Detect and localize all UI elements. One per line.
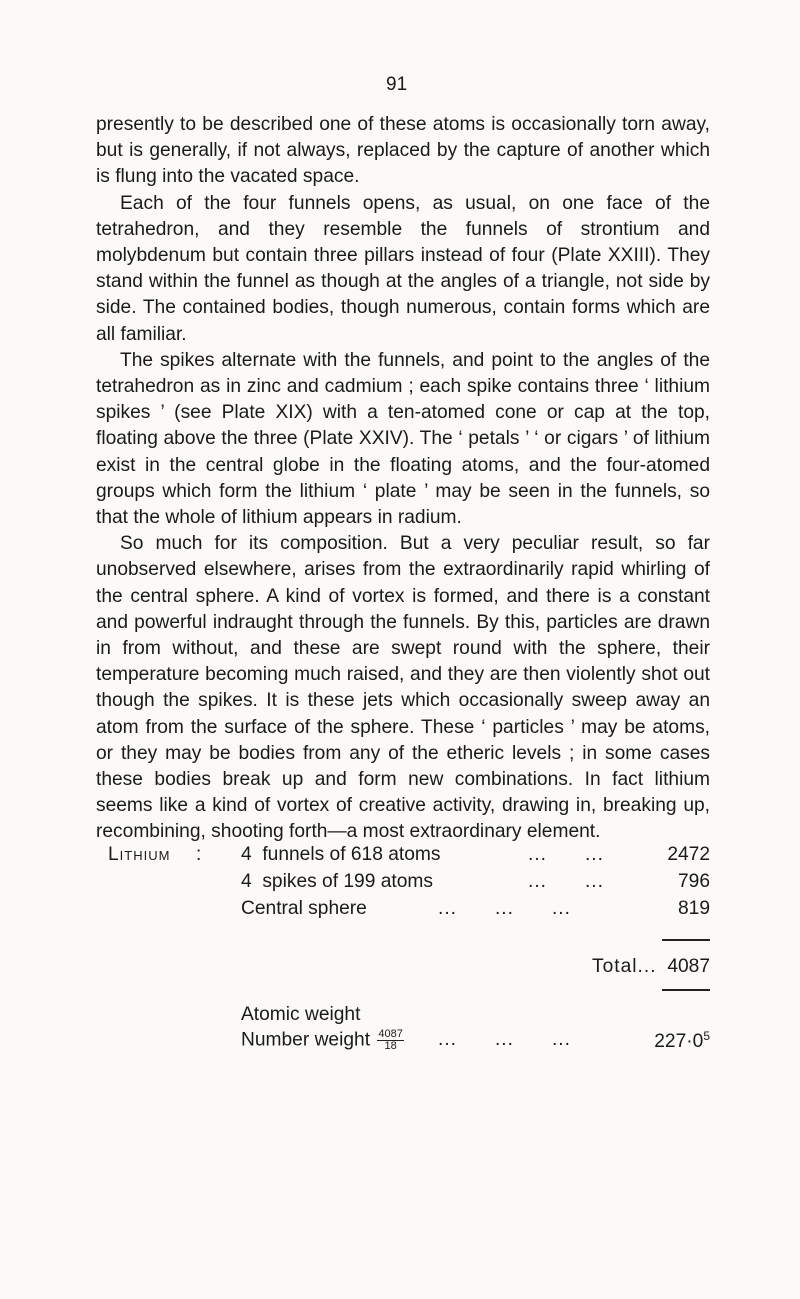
table-row — [96, 871, 710, 895]
fraction-numerator: 4087 — [378, 1028, 403, 1040]
row-value: 2472 — [667, 844, 710, 865]
page-number: 91 — [386, 74, 408, 95]
body-text — [96, 112, 710, 846]
row-dots: ... ... — [528, 871, 604, 892]
row-value: 819 — [677, 898, 710, 919]
number-weight-label-group — [241, 1029, 406, 1052]
total-rule — [662, 939, 710, 941]
paragraph-3: The spikes alternate with the funnels, and point to the angles of the tetrahedron as in zinc and cadmium ; each spike contains three ‘ lithium spikes ’ (see Plate XIX) with a ten-atomed cone or cap at the top, floating above the three (Plate XXIV). The ‘ petals ’ ‘ or cigars ’ of lithium exist in the central globe in the floating atoms, and the four-atomed groups which form the lithium ‘ plate ’ may be seen in the funnels, so that the whole of lithium appears in radium. — [96, 349, 710, 529]
paragraph-1: presently to be described one of these atoms is occasionally torn away, but is generally, if not always, replaced by the capture of another which is flung into the vacated space. — [96, 114, 710, 188]
number-weight-value: 227·0 — [654, 1031, 704, 1052]
element-name: Lithium — [108, 844, 171, 865]
total-row — [96, 956, 710, 980]
atomic-weight-label: Atomic weight — [241, 1004, 361, 1025]
fraction-denominator: 18 — [384, 1040, 397, 1052]
table-row — [96, 898, 710, 922]
paragraph-4: So much for its composition. But a very peculiar result, so far unobserved elsewhere, arises from the extraordinarily rapid whirling of the central sphere. A kind of vortex is formed, and there is a constant and powerful indraught through the funnels. By this, particles are drawn in from without, and these are swept round with the sphere, their temperature becoming much raised, and they are then violently shot out though the spikes. It is these jets which occasionally sweep away an atom from the surface of the sphere. These ‘ particles ’ may be atoms, or they may be bodies from any of the etheric levels ; in some cases these bodies break up and form new combinations. In fact lithium seems like a kind of vortex of creative activity, drawing in, breaking up, recombining, shooting forth—a most extraordinary element. — [96, 533, 710, 843]
row-dots: ... ... — [528, 844, 604, 865]
table-row — [96, 844, 710, 868]
row-label: 4 spikes of 199 atoms — [241, 871, 433, 892]
number-weight-label: Number weight — [241, 1029, 371, 1051]
row-value: 796 — [677, 871, 710, 892]
number-weight-dots: ... ... ... — [438, 1029, 571, 1050]
number-weight-fraction — [377, 1029, 403, 1052]
row-label: Central sphere — [241, 898, 367, 919]
atomic-weight-row — [96, 1004, 710, 1028]
element-colon: : — [196, 844, 202, 865]
row-label: 4 funnels of 618 atoms — [241, 844, 441, 865]
total-value: 4087 — [667, 956, 710, 977]
row-dots: ... ... ... — [438, 898, 571, 919]
total-underline — [662, 989, 710, 991]
paragraph-2: Each of the four funnels opens, as usual, on one face of the tetrahedron, and they resemble the funnels of strontium and molybdenum but contain three pillars instead of four (Plate XXIII). They stand within the funnel as though at the angles of a triangle, not side by side. The contained bodies, though numerous, contain forms which are all familiar. — [96, 192, 710, 345]
number-weight-row — [96, 1029, 710, 1053]
number-weight-value-group — [654, 1029, 710, 1053]
number-weight-superscript: 5 — [703, 1029, 710, 1043]
total-label: Total... — [592, 956, 657, 977]
